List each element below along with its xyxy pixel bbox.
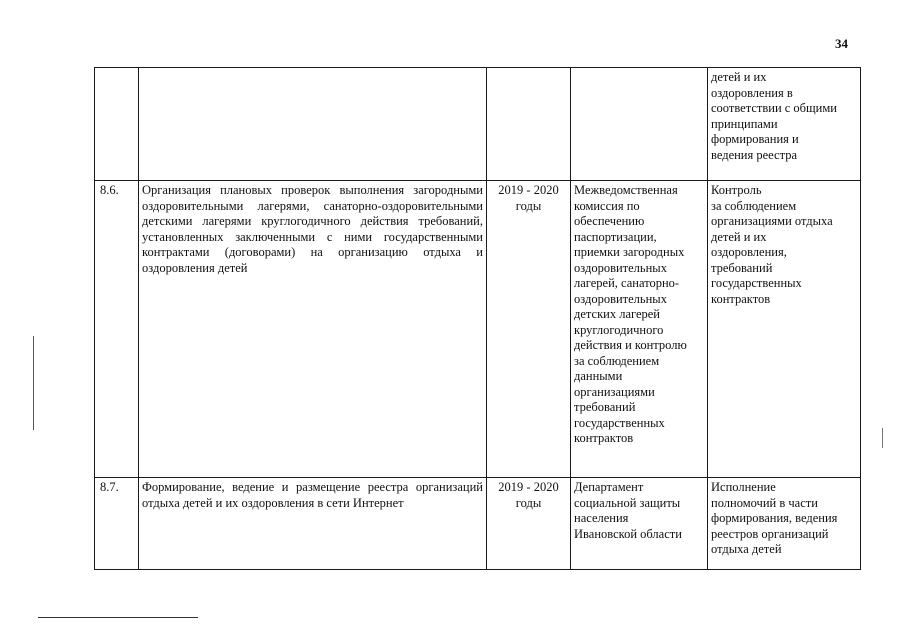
result-cell: детей и их оздоровления в соответствии с общими принципами формирования и ведения реестра bbox=[708, 68, 861, 181]
row-number-cell bbox=[95, 68, 139, 181]
result-cell: Контроль за соблюдением организациями отдыха детей и их оздоровления, требований государственных контрактов bbox=[708, 181, 861, 478]
table-row bbox=[95, 478, 861, 570]
activity-cell: Формирование, ведение и размещение реестра организаций отдыха детей и их оздоровления в сети Интернет bbox=[139, 478, 487, 570]
executor-cell bbox=[571, 68, 708, 181]
margin-mark bbox=[882, 428, 883, 448]
row-number-cell: 8.6. bbox=[95, 181, 139, 478]
result-cell: Исполнение полномочий в части формирования, ведения реестров организаций отдыха детей bbox=[708, 478, 861, 570]
margin-line bbox=[33, 336, 34, 430]
table-row bbox=[95, 68, 861, 181]
row-number-cell: 8.7. bbox=[95, 478, 139, 570]
executor-cell: Департамент социальной защиты населения Ивановской области bbox=[571, 478, 708, 570]
activity-cell bbox=[139, 68, 487, 181]
page-number: 34 bbox=[835, 36, 848, 51]
period-cell: 2019 - 2020 годы bbox=[487, 478, 571, 570]
table-row bbox=[95, 181, 861, 478]
footnote-rule bbox=[38, 617, 198, 618]
period-cell bbox=[487, 68, 571, 181]
plan-table bbox=[94, 67, 861, 570]
executor-cell: Межведомственная комиссия по обеспечению паспортизации, приемки загородных оздоровительных лагерей, санаторно- оздоровительных детских лагерей круглогодичного действия и контролю за соблюдением данными организациями требований государственных контрактов bbox=[571, 181, 708, 478]
activity-cell: Организация плановых проверок выполнения загородными оздоровительными лагерями, санаторно-оздоровительными детскими лагерями круглогодичного действия требований, установленных заключенными с ними государственными контрактами (договорами) на организацию отдыха и оздоровления детей bbox=[139, 181, 487, 478]
period-cell: 2019 - 2020 годы bbox=[487, 181, 571, 478]
